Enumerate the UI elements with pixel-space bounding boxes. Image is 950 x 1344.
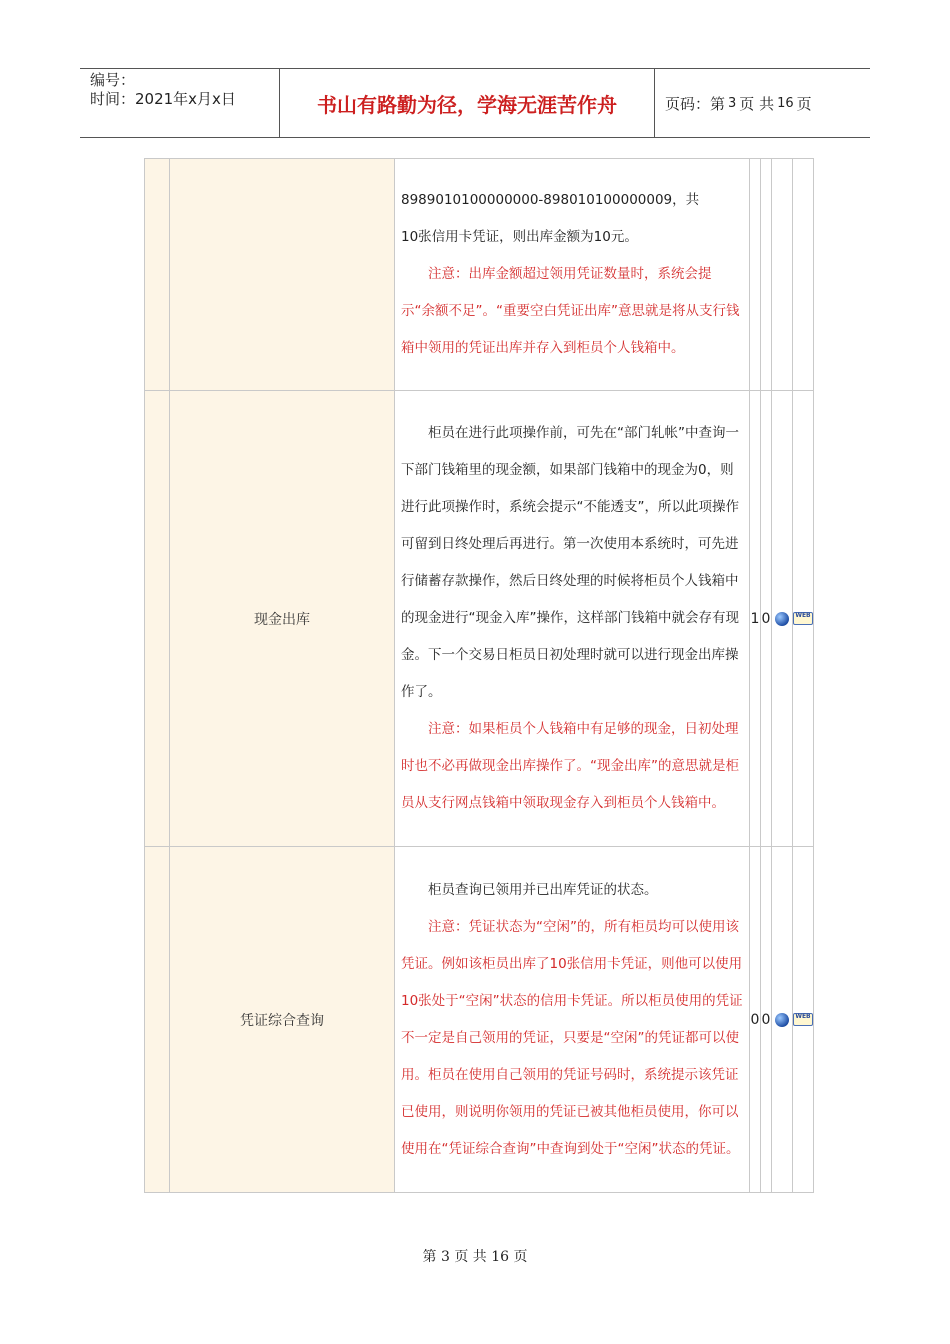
web-link-icon[interactable]: WEB [793,612,813,625]
page-mid: 页 共 [739,94,775,113]
row-marker-cell [145,159,170,391]
header-meta [80,69,280,137]
flag-cell-2: 0 [761,847,772,1193]
description-paragraph: 8989010100000000-898010100000009，共 [401,192,700,208]
function-name-cell: 现金出库 [170,391,395,847]
footer-suffix: 页 [513,1249,528,1265]
page-label: 页码：第 [665,94,726,113]
description-cell [395,391,750,847]
description-cell [395,847,750,1193]
flag-cell-2 [761,159,772,391]
flag-cell-1: 0 [750,847,761,1193]
flag-cell-2: 0 [761,391,772,847]
footer-prefix: 第 [422,1249,437,1265]
table-row [145,159,814,391]
web-link-icon[interactable]: WEB [793,1013,813,1026]
globe-icon[interactable] [775,1013,789,1027]
function-table [144,158,814,1193]
note-paragraph: 注意：出库金额超过领用凭证数量时，系统会提示“余额不足”。“重要空白凭证出库”意思就是将从支行钱箱中领用的凭证出库并存入到柜员个人钱箱中。 [401,266,740,356]
time-label: 时间：2021年x月x日 [90,90,236,108]
flag-cell-1: 1 [750,391,761,847]
icon-wrapper [793,612,813,625]
description-cell [395,159,750,391]
description-paragraph: 10张信用卡凭证，则出库金额为10元。 [401,229,638,245]
table-row [145,391,814,847]
globe-cell [772,847,793,1193]
globe-cell [772,391,793,847]
description-paragraph: 柜员查询已领用并已出库凭证的状态。 [428,881,658,898]
function-name-cell: 凭证综合查询 [170,847,395,1193]
globe-cell [772,159,793,391]
flag-cell-1 [750,159,761,391]
icon-wrapper [772,612,792,626]
row-marker-cell [145,847,170,1193]
web-cell [793,847,814,1193]
note-paragraph: 注意：如果柜员个人钱箱中有足够的现金，日初处理时也不必再做现金出库操作了。“现金出库”的意思就是柜员从支行网点钱箱中领取现金存入到柜员个人钱箱中。 [401,721,739,811]
note-paragraph: 注意：凭证状态为“空闲”的，所有柜员均可以使用该凭证。例如该柜员出库了10张信用卡凭证，则他可以使用10张处于“空闲”状态的信用卡凭证。所以柜员使用的凭证不一定是自己领用的凭证，只要是“空闲”的凭证都可以使用。柜员在使用自己领用的凭证号码时，系统提示该凭证已使用，则说明你领用的凭证已被其他柜员使用，你可以使用在“凭证综合查询”中查询到处于“空闲”状态的凭证。 [401,918,743,1157]
table-row [145,847,814,1193]
header-page-number [655,69,870,137]
page-current: 3 [728,95,737,111]
footer-total: 16 [491,1249,510,1265]
code-label: 编号： [90,71,136,89]
icon-wrapper [772,1013,792,1027]
icon-wrapper [793,1013,813,1026]
footer-current: 3 [440,1249,450,1265]
function-name-cell [170,159,395,391]
globe-icon[interactable] [775,612,789,626]
row-marker-cell [145,391,170,847]
document-header [80,68,870,138]
footer-mid: 页 共 [454,1249,487,1265]
page-footer [0,1246,950,1266]
header-motto: 书山有路勤为径，学海无涯苦作舟 [280,69,655,137]
page-total: 16 [777,95,794,111]
web-cell [793,391,814,847]
page-suffix: 页 [796,94,812,113]
web-cell [793,159,814,391]
description-paragraph: 柜员在进行此项操作前，可先在“部门轧帐”中查询一下部门钱箱里的现金额，如果部门钱箱中的现金为0，则进行此项操作时，系统会提示“不能透支”，所以此项操作可留到日终处理后再进行。第一次使用本系统时，可先进行储蓄存款操作，然后日终处理的时候将柜员个人钱箱中的现金进行“现金入库”操作，这样部门钱箱中就会存有现金。下一个交易日柜员日初处理时就可以进行现金出库操作了。 [401,425,739,700]
